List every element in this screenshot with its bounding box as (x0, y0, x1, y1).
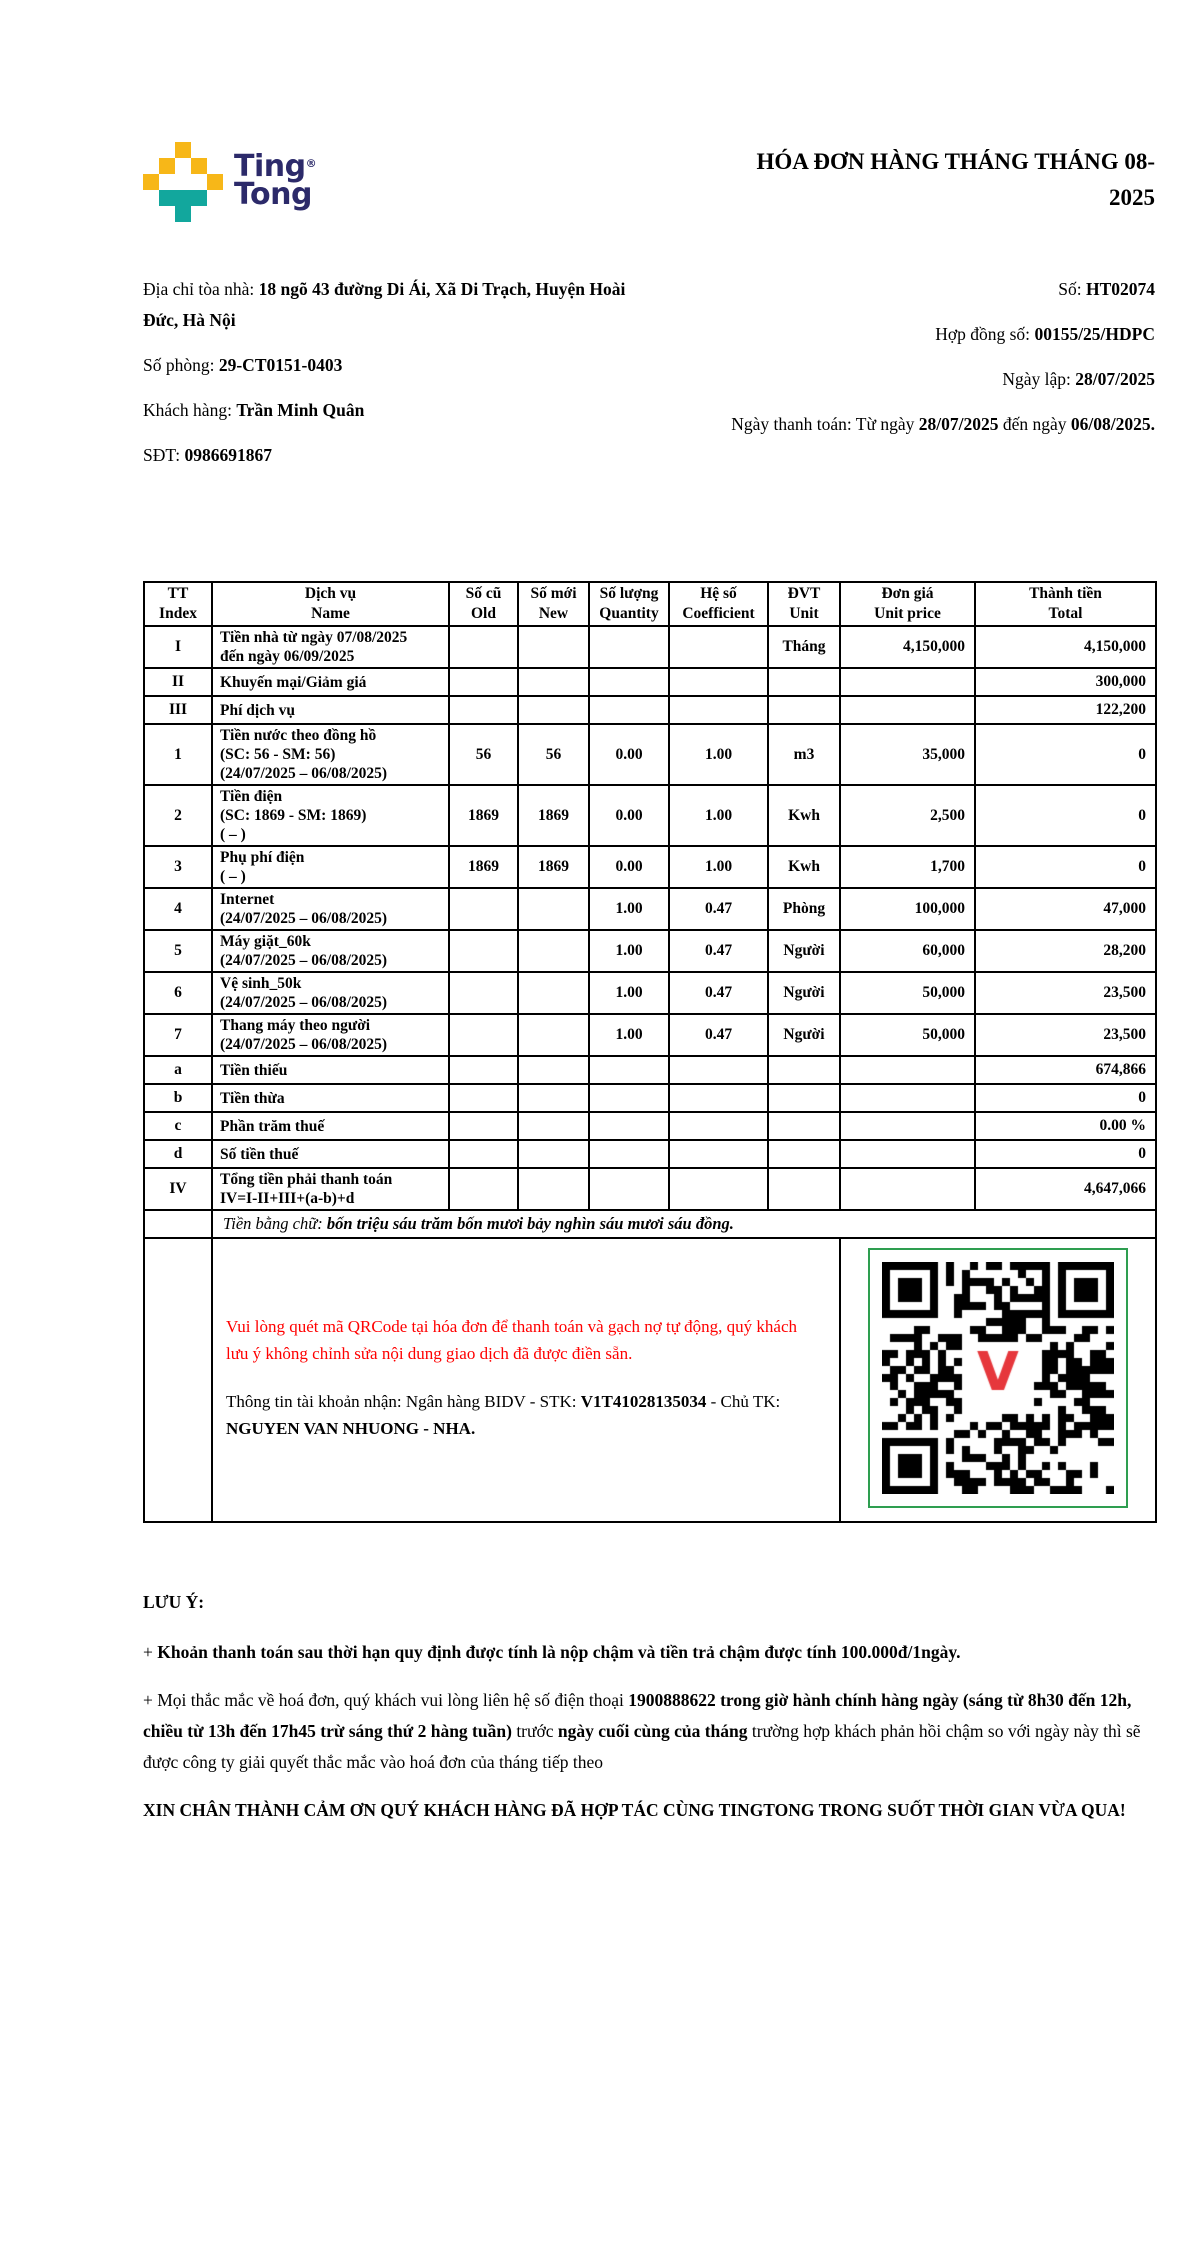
cell-total: 23,500 (975, 1014, 1156, 1056)
cell-total: 0 (975, 1140, 1156, 1168)
cell-service-name: Thang máy theo người (24/07/2025 – 06/08/2025) (212, 1014, 449, 1056)
text-line: Ngày thanh toán: Từ ngày 28/07/2025 đến ngày 06/08/2025. (731, 414, 1155, 434)
cell-price (840, 1056, 975, 1084)
cell-index: II (144, 668, 212, 696)
cell-total: 4,647,066 (975, 1168, 1156, 1210)
cell-price (840, 696, 975, 724)
brand-line-2: Tong (234, 177, 312, 212)
column-header: Dịch vụ Name (212, 582, 449, 626)
amount-in-words-row (144, 1210, 1156, 1238)
text-line: Số: HT02074 (1058, 279, 1155, 299)
cell-new (518, 930, 589, 972)
cell-index: 2 (144, 785, 212, 846)
table-row (144, 846, 1156, 888)
notes-list (143, 1637, 1155, 1778)
bank-account-text: Thông tin tài khoản nhận: Ngân hàng BIDV - STK: V1T41028135034 - Chủ TK: NGUYEN VAN NHUONG - NHA. (226, 1392, 781, 1438)
cell-old (449, 1014, 518, 1056)
cell-index: I (144, 626, 212, 668)
cell-qty: 0.00 (589, 724, 669, 785)
customer-info-block (143, 274, 648, 485)
cell-old (449, 888, 518, 930)
cell-coef (669, 1084, 768, 1112)
cell-qty (589, 626, 669, 668)
cell-new: 1869 (518, 785, 589, 846)
cell-total: 300,000 (975, 668, 1156, 696)
cell-price: 50,000 (840, 1014, 975, 1056)
cell-service-name: Tiền nhà từ ngày 07/08/2025 đến ngày 06/09/2025 (212, 626, 449, 668)
cell-unit: Người (768, 1014, 840, 1056)
text-line: Khách hàng: Trần Minh Quân (143, 400, 365, 420)
cell-unit (768, 1140, 840, 1168)
registered-mark: ® (305, 157, 317, 170)
cell-coef (669, 626, 768, 668)
column-header: Thành tiền Total (975, 582, 1156, 626)
cell-coef: 0.47 (669, 972, 768, 1014)
cell-price (840, 1168, 975, 1210)
cell-service-name: Tổng tiền phải thanh toán IV=I-II+III+(a-b)+d (212, 1168, 449, 1210)
payment-instructions (212, 1238, 840, 1522)
cell-unit (768, 696, 840, 724)
column-header: ĐVT Unit (768, 582, 840, 626)
cell-unit: Tháng (768, 626, 840, 668)
cell-new (518, 972, 589, 1014)
cell-coef (669, 1140, 768, 1168)
cell-old (449, 1168, 518, 1210)
cell-qty (589, 1168, 669, 1210)
cell-new: 56 (518, 724, 589, 785)
invoice-title (595, 144, 1155, 216)
table-row (144, 1056, 1156, 1084)
cell-index: III (144, 696, 212, 724)
amount-in-words: Tiền bằng chữ: bốn triệu sáu trăm bốn mươi bảy nghìn sáu mươi sáu đồng. (212, 1210, 1156, 1238)
cell-qty (589, 1084, 669, 1112)
cell-qty: 0.00 (589, 785, 669, 846)
qr-warning-text: Vui lòng quét mã QRCode tại hóa đơn để thanh toán và gạch nợ tự động, quý khách lưu ý không chỉnh sửa nội dung giao dịch đã được điền sẵn. (226, 1317, 798, 1363)
column-header: Đơn giá Unit price (840, 582, 975, 626)
cell-old (449, 930, 518, 972)
cell-index: 1 (144, 724, 212, 785)
table-row (144, 972, 1156, 1014)
cell-qty (589, 668, 669, 696)
cell-unit: Phòng (768, 888, 840, 930)
qr-frame (868, 1248, 1128, 1508)
cell-old (449, 696, 518, 724)
table-row (144, 626, 1156, 668)
document-header (143, 0, 1155, 222)
column-header: Số lượng Quantity (589, 582, 669, 626)
cell-coef: 1.00 (669, 846, 768, 888)
cell-price (840, 1112, 975, 1140)
cell-old (449, 1084, 518, 1112)
cell-total: 0 (975, 724, 1156, 785)
table-row (144, 724, 1156, 785)
text-line: + Khoản thanh toán sau thời hạn quy định được tính là nộp chậm và tiền trả chậm được tính 100.000đ/1ngày. (143, 1642, 961, 1662)
brand-text (234, 149, 317, 212)
cell-service-name: Máy giặt_60k (24/07/2025 – 06/08/2025) (212, 930, 449, 972)
invoice-info (143, 274, 1155, 485)
cell-new (518, 626, 589, 668)
cell-unit: Kwh (768, 785, 840, 846)
cell-coef: 0.47 (669, 1014, 768, 1056)
cell-price (840, 1140, 975, 1168)
cell-total: 28,200 (975, 930, 1156, 972)
table-row (144, 888, 1156, 930)
cell-new (518, 1084, 589, 1112)
cell-index: b (144, 1084, 212, 1112)
cell-index: 5 (144, 930, 212, 972)
qr-row (144, 1238, 1156, 1522)
cell-index: 6 (144, 972, 212, 1014)
cell-index: IV (144, 1168, 212, 1210)
text-line: Hợp đồng số: 00155/25/HDPC (935, 324, 1155, 344)
qr-cell (840, 1238, 1156, 1522)
cell-index: 3 (144, 846, 212, 888)
invoice-meta-block (705, 274, 1155, 485)
cell-new: 1869 (518, 846, 589, 888)
cell-index (144, 1238, 212, 1522)
invoice-document (143, 0, 1155, 1826)
cell-price: 60,000 (840, 930, 975, 972)
column-header: Hệ số Coefficient (669, 582, 768, 626)
cell-coef (669, 696, 768, 724)
cell-price: 50,000 (840, 972, 975, 1014)
cell-service-name: Tiền thừa (212, 1084, 449, 1112)
cell-old: 1869 (449, 785, 518, 846)
cell-unit: Kwh (768, 846, 840, 888)
cell-new (518, 1112, 589, 1140)
cell-price (840, 1084, 975, 1112)
brand-logo (143, 142, 316, 222)
cell-price: 1,700 (840, 846, 975, 888)
cell-coef: 1.00 (669, 724, 768, 785)
cell-qty (589, 1056, 669, 1084)
cell-old: 1869 (449, 846, 518, 888)
cell-coef (669, 1112, 768, 1140)
cell-service-name: Tiền thiếu (212, 1056, 449, 1084)
column-header: TT Index (144, 582, 212, 626)
invoice-title-line-2: 2025 (1109, 185, 1155, 210)
cell-unit: Người (768, 930, 840, 972)
text-line: SĐT: 0986691867 (143, 445, 272, 465)
cell-index (144, 1210, 212, 1238)
notes-heading: LƯU Ý: (143, 1592, 205, 1612)
cell-service-name: Internet (24/07/2025 – 06/08/2025) (212, 888, 449, 930)
brand-line-1: Ting® (234, 149, 317, 184)
cell-qty: 1.00 (589, 888, 669, 930)
cell-coef (669, 1168, 768, 1210)
cell-service-name: Phí dịch vụ (212, 696, 449, 724)
cell-total: 674,866 (975, 1056, 1156, 1084)
table-header (144, 582, 1156, 626)
cell-new (518, 1168, 589, 1210)
tingtong-pixel-arrow-icon (143, 142, 223, 222)
cell-coef: 1.00 (669, 785, 768, 846)
cell-old (449, 1140, 518, 1168)
cell-qty (589, 696, 669, 724)
cell-index: a (144, 1056, 212, 1084)
column-header: Số cũ Old (449, 582, 518, 626)
table-row (144, 668, 1156, 696)
table-row (144, 696, 1156, 724)
table-row (144, 1140, 1156, 1168)
text-line: Số phòng: 29-CT0151-0403 (143, 355, 343, 375)
cell-coef (669, 1056, 768, 1084)
cell-old (449, 626, 518, 668)
cell-service-name: Tiền điện (SC: 1869 - SM: 1869) ( – ) (212, 785, 449, 846)
cell-new (518, 888, 589, 930)
cell-total: 23,500 (975, 972, 1156, 1014)
table-row (144, 1084, 1156, 1112)
table-row (144, 1014, 1156, 1056)
table-row (144, 1168, 1156, 1210)
cell-price: 4,150,000 (840, 626, 975, 668)
cell-qty: 1.00 (589, 1014, 669, 1056)
cell-index: d (144, 1140, 212, 1168)
cell-total: 0 (975, 846, 1156, 888)
cell-coef (669, 668, 768, 696)
cell-new (518, 1014, 589, 1056)
cell-service-name: Tiền nước theo đồng hồ (SC: 56 - SM: 56) (24/07/2025 – 06/08/2025) (212, 724, 449, 785)
text-line: Ngày lập: 28/07/2025 (1002, 369, 1155, 389)
cell-new (518, 1056, 589, 1084)
cell-qty (589, 1112, 669, 1140)
cell-price (840, 668, 975, 696)
footer-notes (143, 1587, 1155, 1826)
cell-qty: 0.00 (589, 846, 669, 888)
cell-new (518, 696, 589, 724)
cell-total: 47,000 (975, 888, 1156, 930)
cell-service-name: Số tiền thuế (212, 1140, 449, 1168)
cell-index: c (144, 1112, 212, 1140)
cell-price: 100,000 (840, 888, 975, 930)
thank-you-text: XIN CHÂN THÀNH CẢM ƠN QUÝ KHÁCH HÀNG ĐÃ HỢP TÁC CÙNG TINGTONG TRONG SUỐT THỜI GIAN VỪA QUA! (143, 1800, 1126, 1820)
cell-total: 0 (975, 785, 1156, 846)
cell-unit (768, 668, 840, 696)
text-line: + Mọi thắc mắc về hoá đơn, quý khách vui lòng liên hệ số điện thoại 1900888622 trong giờ hành chính hàng ngày (sáng từ 8h30 đến 12h, chiều từ 13h đến 17h45 trừ sáng thứ 2 hàng tuần) trước ngày cuối cùng của tháng trường hợp khách phản hồi chậm so với ngày này thì sẽ được công ty giải quyết thắc mắc vào hoá đơn của tháng tiếp theo (143, 1690, 1141, 1772)
cell-unit (768, 1084, 840, 1112)
cell-new (518, 1140, 589, 1168)
cell-old (449, 668, 518, 696)
cell-total: 0.00 % (975, 1112, 1156, 1140)
cell-coef: 0.47 (669, 888, 768, 930)
cell-new (518, 668, 589, 696)
cell-service-name: Vệ sinh_50k (24/07/2025 – 06/08/2025) (212, 972, 449, 1014)
cell-unit (768, 1112, 840, 1140)
column-header: Số mới New (518, 582, 589, 626)
text-line: Địa chỉ tòa nhà: 18 ngõ 43 đường Di Ái, Xã Di Trạch, Huyện Hoài Đức, Hà Nội (143, 279, 626, 330)
cell-old (449, 1112, 518, 1140)
cell-index: 7 (144, 1014, 212, 1056)
cell-service-name: Khuyến mại/Giảm giá (212, 668, 449, 696)
cell-qty: 1.00 (589, 930, 669, 972)
cell-unit (768, 1168, 840, 1210)
cell-price: 2,500 (840, 785, 975, 846)
cell-coef: 0.47 (669, 930, 768, 972)
cell-unit: Người (768, 972, 840, 1014)
cell-qty (589, 1140, 669, 1168)
table-row (144, 930, 1156, 972)
cell-price: 35,000 (840, 724, 975, 785)
table-header-row (144, 582, 1156, 626)
cell-index: 4 (144, 888, 212, 930)
cell-unit (768, 1056, 840, 1084)
cell-old (449, 1056, 518, 1084)
cell-old (449, 972, 518, 1014)
table-row (144, 785, 1156, 846)
charges-table (143, 581, 1157, 1523)
cell-service-name: Phụ phí điện ( – ) (212, 846, 449, 888)
cell-qty: 1.00 (589, 972, 669, 1014)
cell-total: 4,150,000 (975, 626, 1156, 668)
table-row (144, 1112, 1156, 1140)
cell-total: 0 (975, 1084, 1156, 1112)
cell-unit: m3 (768, 724, 840, 785)
cell-service-name: Phần trăm thuế (212, 1112, 449, 1140)
qr-code (882, 1262, 1114, 1494)
invoice-title-line-1: HÓA ĐƠN HÀNG THÁNG THÁNG 08- (756, 149, 1155, 174)
cell-old: 56 (449, 724, 518, 785)
cell-total: 122,200 (975, 696, 1156, 724)
